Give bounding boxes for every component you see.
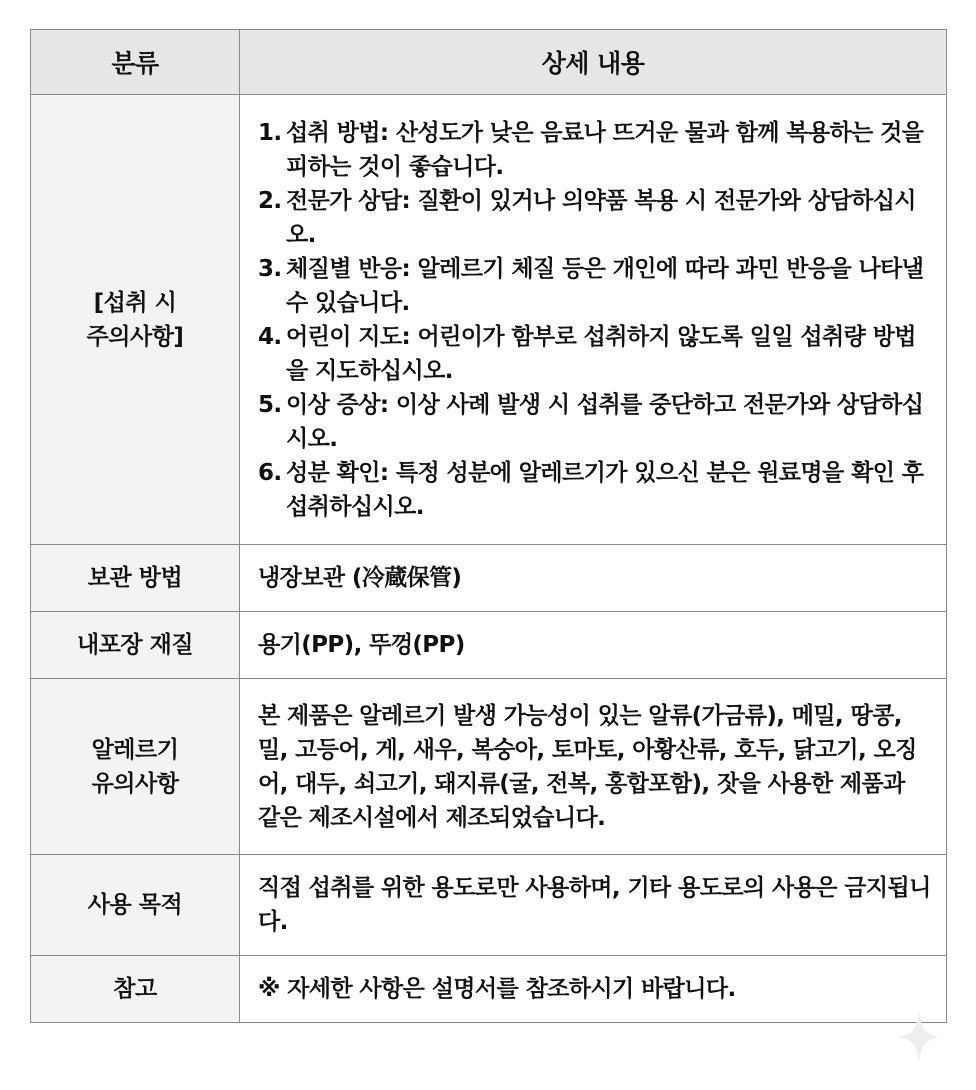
purpose-content: [240, 855, 947, 956]
table-row-material: [31, 612, 947, 679]
reference-content: ※ 자세한 사항은 설명서를 참조하시기 바랍니다.: [240, 956, 947, 1023]
list-item-number: 4.: [258, 323, 282, 350]
list-item-number: 1.: [258, 119, 282, 146]
purpose-label: 사용 목적: [31, 855, 240, 956]
list-item-text: 성분 확인: 특정 성분에 알레르기가 있으신 분은 원료명을 확인 후 섭취하십시오.: [286, 459, 924, 520]
list-item: [258, 184, 932, 252]
list-item: [258, 116, 932, 184]
precautions-label-line1: [섭취 시: [93, 289, 177, 316]
purpose-text: 직접 섭취를 위한 용도로만 사용하며, 기타 용도로의 사용은 금지됩니다.: [258, 875, 931, 935]
material-label: 내포장 재질: [31, 612, 240, 679]
table-row-allergy: [31, 679, 947, 855]
table-header-row: [31, 30, 947, 95]
table-row-precautions: [31, 95, 947, 545]
list-item-number: 3.: [258, 255, 282, 282]
table-row-storage: [31, 545, 947, 612]
list-item-text: 섭취 방법: 산성도가 낮은 음료나 뜨거운 물과 함께 복용하는 것을 피하는 것이 좋습니다.: [286, 119, 924, 180]
storage-label: 보관 방법: [31, 545, 240, 612]
list-item-number: 5.: [258, 391, 282, 418]
material-content: 용기(PP), 뚜껑(PP): [240, 612, 947, 679]
sparkle-icon: [897, 1011, 941, 1063]
precautions-label: [31, 95, 240, 545]
list-item-text: 어린이 지도: 어린이가 함부로 섭취하지 않도록 일일 섭취량 방법을 지도하십시오.: [286, 323, 916, 384]
allergy-text: 본 제품은 알레르기 발생 가능성이 있는 알류(가금류), 메밀, 땅콩, 밀, 고등어, 게, 새우, 복숭아, 토마토, 아황산류, 호두, 닭고기, 오징어, 대두, 쇠고기, 돼지류(굴, 전복, 홍합포함), 잣을 사용한 제품과 같은 제조시설에서 제조되었습니다.: [258, 702, 917, 831]
product-info-table: [30, 29, 947, 1023]
list-item-number: 6.: [258, 459, 282, 486]
list-item-text: 이상 증상: 이상 사례 발생 시 섭취를 중단하고 전문가와 상담하십시오.: [286, 391, 924, 452]
list-item: [258, 388, 932, 456]
list-item-text: 전문가 상담: 질환이 있거나 의약품 복용 시 전문가와 상담하십시오.: [286, 187, 916, 248]
allergy-label-line2: 유의사항: [91, 770, 179, 797]
table-row-purpose: [31, 855, 947, 956]
list-item: [258, 456, 932, 524]
storage-content: 냉장보관 (冷蔵保管): [240, 545, 947, 612]
reference-label: 참고: [31, 956, 240, 1023]
table-row-reference: [31, 956, 947, 1023]
precautions-list: [258, 116, 932, 524]
precautions-content: [240, 95, 947, 545]
header-details: 상세 내용: [240, 30, 947, 95]
list-item-text: 체질별 반응: 알레르기 체질 등은 개인에 따라 과민 반응을 나타낼 수 있습니다.: [286, 255, 924, 316]
list-item: [258, 320, 932, 388]
allergy-content: [240, 679, 947, 855]
precautions-label-line2: 주의사항]: [86, 323, 184, 350]
allergy-label-line1: 알레르기: [91, 736, 179, 763]
header-category: 분류: [31, 30, 240, 95]
list-item-number: 2.: [258, 187, 282, 214]
list-item: [258, 252, 932, 320]
allergy-label: [31, 679, 240, 855]
